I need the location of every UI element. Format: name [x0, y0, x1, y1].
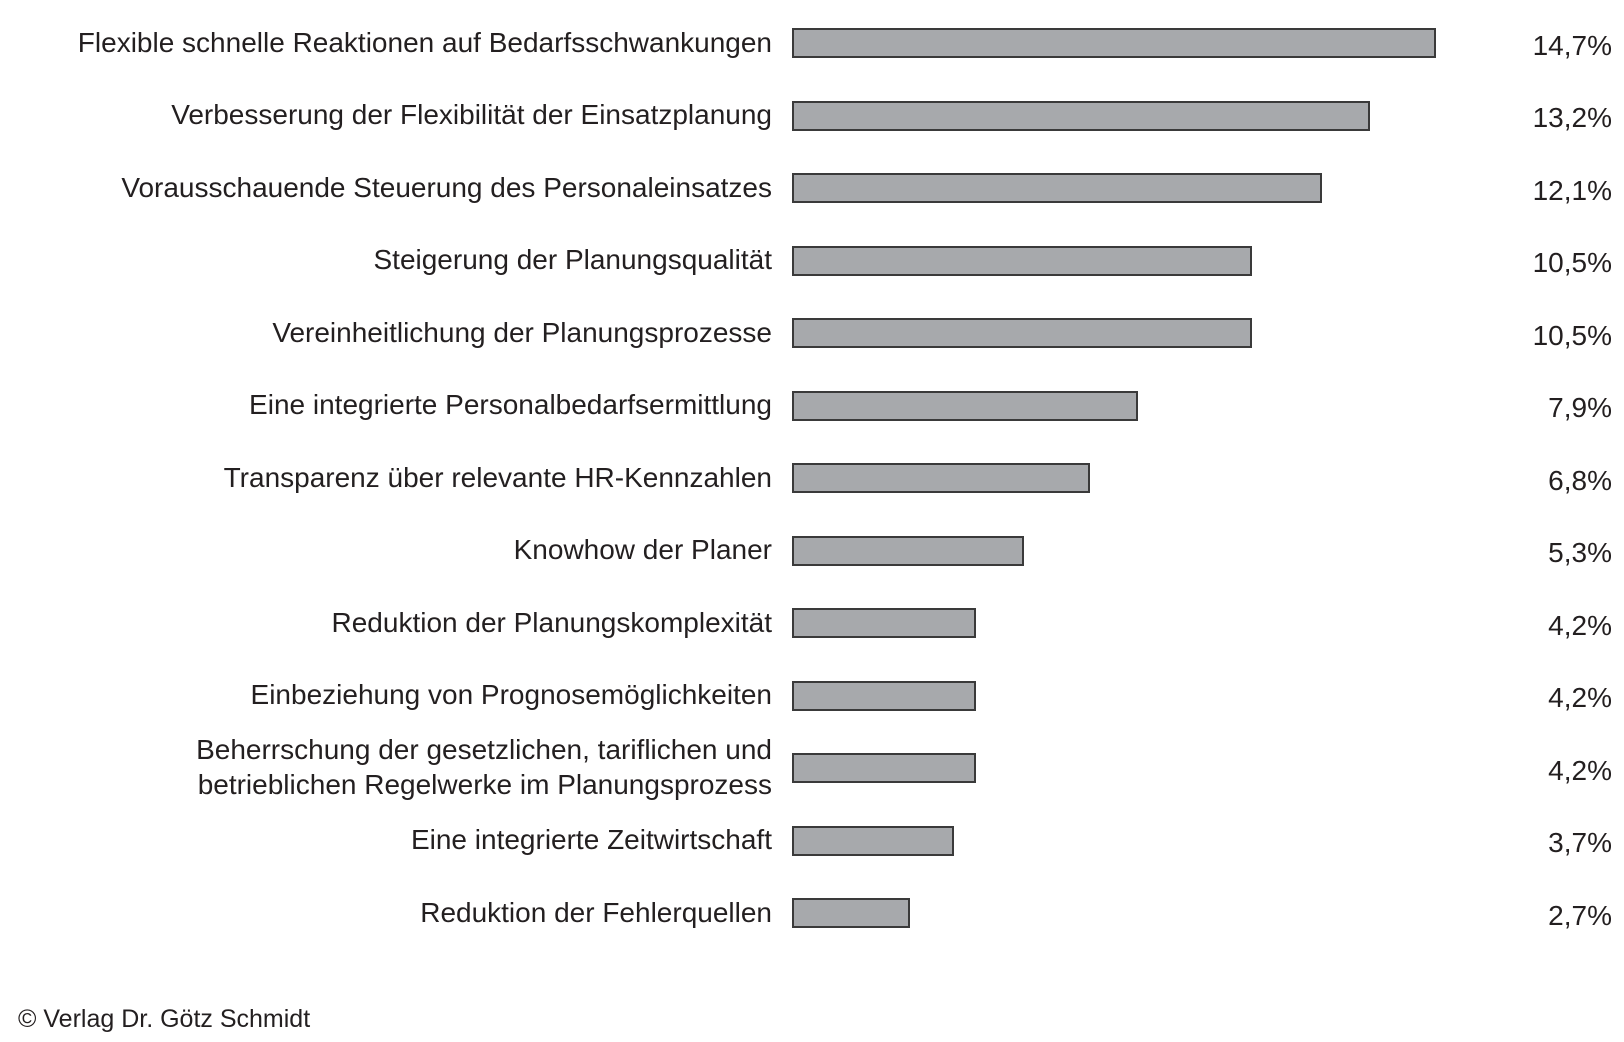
- value-label: 4,2%: [1548, 754, 1612, 786]
- bar: [792, 173, 1322, 203]
- value-label: 3,7%: [1548, 827, 1612, 858]
- bar: [792, 318, 1252, 348]
- bar: [792, 101, 1370, 131]
- bar: [792, 536, 1024, 566]
- value-label: 2,7%: [1548, 899, 1612, 931]
- value-label: 5,3%: [1548, 537, 1612, 568]
- value-label: 4,2%: [1548, 609, 1612, 641]
- category-label: Eine integrierte Zeitwirtschaft: [410, 824, 772, 855]
- bar: [792, 898, 910, 928]
- bar: [792, 246, 1252, 276]
- category-label: Beherrschung der gesetzlichen, tariflichen und betrieblichen Regelwerke im Planungsprozess: [196, 734, 772, 800]
- bar: [792, 826, 954, 856]
- category-label: Vereinheitlichung der Planungsprozesse: [272, 316, 772, 348]
- category-label: Reduktion der Fehlerquellen: [420, 896, 772, 928]
- copyright-note: © Verlag Dr. Götz Schmidt: [18, 1005, 311, 1033]
- value-label: 14,7%: [1532, 29, 1612, 61]
- category-label: Verbesserung der Flexibilität der Einsatzplanung: [171, 99, 772, 130]
- category-label: Vorausschauende Steuerung des Personaleinsatzes: [121, 171, 772, 203]
- bar: [792, 753, 976, 783]
- value-label: 10,5%: [1532, 319, 1612, 351]
- value-label: 10,5%: [1532, 247, 1612, 278]
- value-label: 13,2%: [1532, 102, 1612, 133]
- value-label: 4,2%: [1548, 682, 1612, 713]
- category-label: Knowhow der Planer: [513, 534, 772, 565]
- bar: [792, 681, 976, 711]
- category-label: Einbeziehung von Prognosemöglichkeiten: [250, 679, 772, 710]
- category-label: Steigerung der Planungsqualität: [373, 244, 772, 275]
- category-label: Eine integrierte Personalbedarfsermittlung: [249, 389, 772, 420]
- value-label: 12,1%: [1532, 174, 1612, 206]
- bar: [792, 28, 1436, 58]
- category-label: Flexible schnelle Reaktionen auf Bedarfsschwankungen: [77, 26, 772, 58]
- bar: [792, 608, 976, 638]
- bar: [792, 391, 1138, 421]
- category-label: Transparenz über relevante HR-Kennzahlen: [223, 461, 772, 493]
- category-label: Reduktion der Planungskomplexität: [331, 606, 772, 638]
- bar: [792, 463, 1090, 493]
- value-label: 7,9%: [1548, 392, 1612, 423]
- value-label: 6,8%: [1548, 464, 1612, 496]
